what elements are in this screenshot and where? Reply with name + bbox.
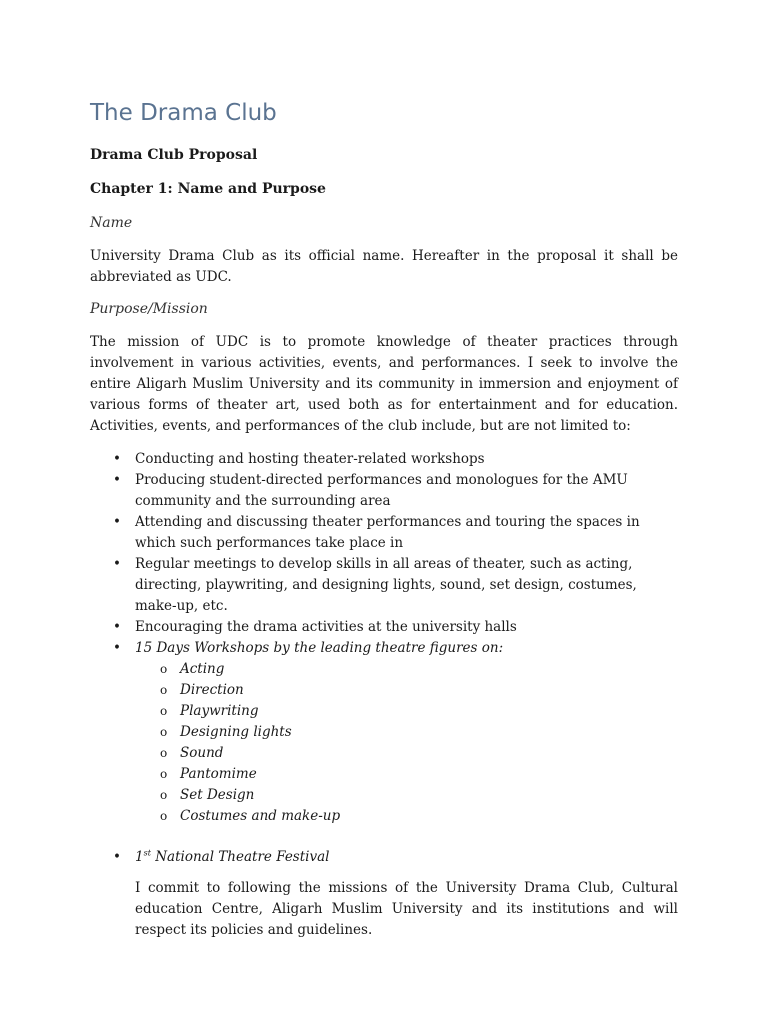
name-paragraph: University Drama Club as its official name. Hereafter in the proposal it shall be abbreviated as UDC. [90,248,678,286]
list-item: o Sound [180,743,678,764]
list-item: • Regular meetings to develop skills in all areas of theater, such as acting, directing, playwriting, and designing lights, sound, set design, costumes, make-up, etc. [135,554,678,617]
list-item: • Encouraging the drama activities at the university halls [135,617,678,638]
workshops-label: 15 Days Workshops by the leading theatre figures on: [135,640,504,657]
festival-label: National Theatre Festival [150,849,330,866]
closing-paragraph: I commit to following the missions of the University Drama Club, Cultural education Centre, Aligarh Muslim University and its institutions and will respect its policies and guidelines. [135,880,678,939]
festival-suffix: st [143,848,151,858]
list-item: • Producing student-directed performances and monologues for the AMU community and the surrounding area [135,470,678,512]
document-title: The Drama Club [90,100,277,126]
list-item: • Conducting and hosting theater-related workshops [135,449,678,470]
document-page [90,100,678,941]
proposal-heading: Drama Club Proposal [90,146,258,163]
purpose-heading: Purpose/Mission [90,301,208,318]
list-item: o Pantomime [180,764,678,785]
festival-item [135,847,678,868]
list-item: o Acting [180,659,678,680]
list-item: o Direction [180,680,678,701]
name-heading: Name [90,214,133,231]
list-item: o Playwriting [180,701,678,722]
workshops-item [135,638,678,847]
spacer [135,827,678,847]
chapter-heading: Chapter 1: Name and Purpose [90,180,326,197]
list-item: o Set Design [180,785,678,806]
list-item: o Designing lights [180,722,678,743]
list-item: o Costumes and make-up [180,806,678,827]
workshop-topics-list [135,659,678,827]
activities-list [90,449,678,868]
festival-number: 1 [135,849,144,866]
list-item: • Attending and discussing theater performances and touring the spaces in which such performances take place in [135,512,678,554]
purpose-paragraph: The mission of UDC is to promote knowledge of theater practices through involvement in various activities, events, and performances. I seek to involve the entire Aligarh Muslim University and its community in immersion and enjoyment of various forms of theater art, used both as for entertainment and for education. Activities, events, and performances of the club include, but are not limited to: [90,334,678,435]
